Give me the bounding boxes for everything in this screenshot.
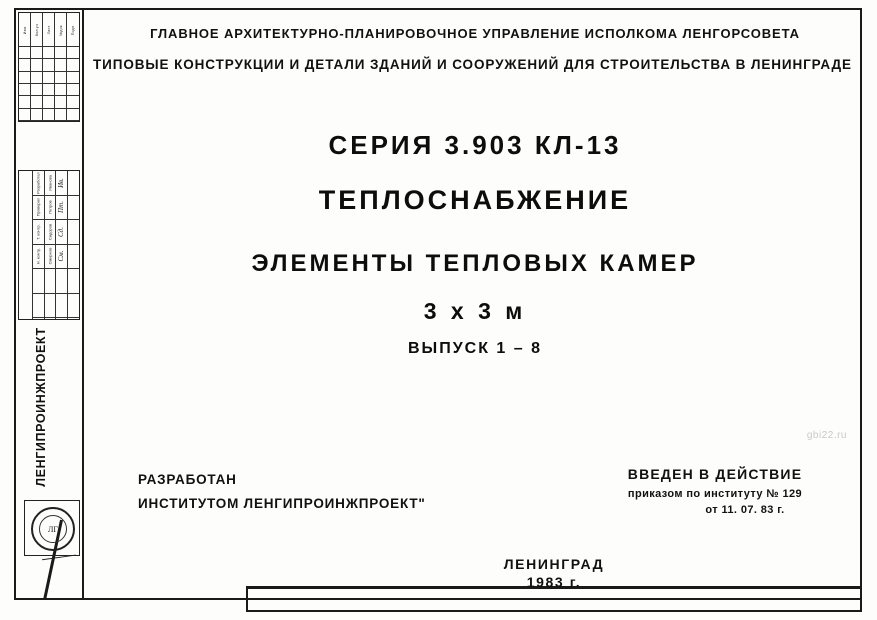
signature-row: Н. контр. (33, 245, 44, 270)
revision-grid-cell (19, 84, 31, 96)
revision-grid-cell (43, 84, 55, 96)
revision-grid-cell (55, 109, 67, 121)
signature-row: Сд. (56, 220, 67, 245)
frame-footer-box (246, 588, 862, 612)
approval-block (595, 466, 835, 516)
revision-grid-header-cell: №док. (55, 13, 67, 47)
revision-grid-header-cell: Кол.уч (31, 13, 43, 47)
watermark-text: gbi22.ru (806, 430, 847, 441)
revision-grid-cell (67, 72, 79, 84)
document-subject: ТЕПЛОСНАБЖЕНИЕ (318, 185, 632, 215)
signature-role-column (33, 171, 45, 319)
signature-row (56, 294, 67, 319)
developer-institute: ИНСТИТУТОМ ЛЕНГИПРОИНЖПРОЕКТ" (138, 496, 426, 511)
signature-row (68, 196, 80, 221)
signature-row: Разработал (33, 171, 44, 196)
revision-grid-cell (67, 84, 79, 96)
signature-row (68, 269, 80, 294)
seal-inner-text: ЛГ (39, 515, 67, 543)
signature-block (18, 170, 80, 320)
revision-grid-header-cell: Подп. (67, 13, 79, 47)
signature-row: Проверил (33, 196, 44, 221)
header-authority-line: ГЛАВНОЕ АРХИТЕКТУРНО-ПЛАНИРОВОЧНОЕ УПРАВЛЕНИЕ ИСПОЛКОМА ЛЕНГОРСОВЕТА (150, 26, 800, 41)
revision-grid-cell (55, 47, 67, 59)
revision-grid-header-cell: Лист (43, 13, 55, 47)
signature-row (45, 269, 56, 294)
revision-grid-cell (67, 109, 79, 121)
approval-date: от 11. 07. 83 г. (705, 504, 785, 516)
signature-row (68, 171, 80, 196)
revision-grid-cell (19, 72, 31, 84)
revision-grid-cell (43, 96, 55, 108)
revision-grid-cell (43, 72, 55, 84)
signature-row (56, 269, 67, 294)
document-dimensions: 3 х 3 м (423, 298, 527, 324)
revision-grid-cell (43, 109, 55, 121)
approval-title: ВВЕДЕН В ДЕЙСТВИЕ (627, 466, 803, 482)
revision-grid-cell (31, 47, 43, 59)
revision-grid-cell (31, 109, 43, 121)
signature-row: Смирнов (45, 245, 56, 270)
seal-box (24, 500, 80, 556)
approval-order: приказом по институту № 129 (627, 488, 803, 500)
signature-row: Иванова (45, 171, 56, 196)
signature-row (45, 294, 56, 319)
signature-mark-column (56, 171, 68, 319)
signature-row: Петров (45, 196, 56, 221)
revision-grid-cell (19, 96, 31, 108)
signature-row: Пт. (56, 196, 67, 221)
signature-row (33, 269, 44, 294)
revision-grid (18, 12, 80, 122)
signature-row: См. (56, 245, 67, 270)
developer-block (138, 468, 426, 516)
institute-name-vertical: ЛЕНГИПРОИНЖПРОЕКТ (34, 327, 48, 487)
revision-grid-cell (55, 96, 67, 108)
issue-number: ВЫПУСК 1 – 8 (407, 340, 543, 357)
revision-grid-cell (31, 96, 43, 108)
signature-row: Сидоров (45, 220, 56, 245)
revision-grid-cell (55, 72, 67, 84)
signature-row (68, 220, 80, 245)
revision-grid-cell (19, 109, 31, 121)
revision-grid-cell (55, 84, 67, 96)
developer-label: РАЗРАБОТАН (138, 472, 237, 487)
revision-grid-cell (31, 84, 43, 96)
document-elements-title: ЭЛЕМЕНТЫ ТЕПЛОВЫХ КАМЕР (251, 250, 699, 277)
footer-city: ЛЕНИНГРАД (503, 556, 605, 572)
header-subtitle-line: ТИПОВЫЕ КОНСТРУКЦИИ И ДЕТАЛИ ЗДАНИЙ И СООРУЖЕНИЙ ДЛЯ СТРОИТЕЛЬСТВА В ЛЕНИНГРАДЕ (93, 57, 852, 72)
footer-block (246, 556, 862, 590)
revision-grid-cell (31, 59, 43, 71)
revision-grid-cell (55, 59, 67, 71)
signature-name-column (45, 171, 57, 319)
revision-grid-cell (67, 59, 79, 71)
signature-row: Т. контр. (33, 220, 44, 245)
signature-row: Ив. (56, 171, 67, 196)
signature-marker-column (19, 171, 33, 319)
footer-year: 1983 г. (526, 574, 582, 590)
revision-grid-cell (43, 47, 55, 59)
series-number: СЕРИЯ 3.903 КЛ-13 (328, 130, 622, 160)
signature-row (68, 245, 80, 270)
revision-grid-cell (43, 59, 55, 71)
revision-grid-cell (67, 47, 79, 59)
signature-row (33, 294, 44, 319)
revision-grid-cell (19, 59, 31, 71)
seal-icon (31, 507, 75, 551)
signature-date-column (68, 171, 80, 319)
revision-grid-cell (31, 72, 43, 84)
signature-row (68, 294, 80, 319)
revision-grid-cell (67, 96, 79, 108)
revision-grid-header-cell: Изм. (19, 13, 31, 47)
revision-grid-cell (19, 47, 31, 59)
